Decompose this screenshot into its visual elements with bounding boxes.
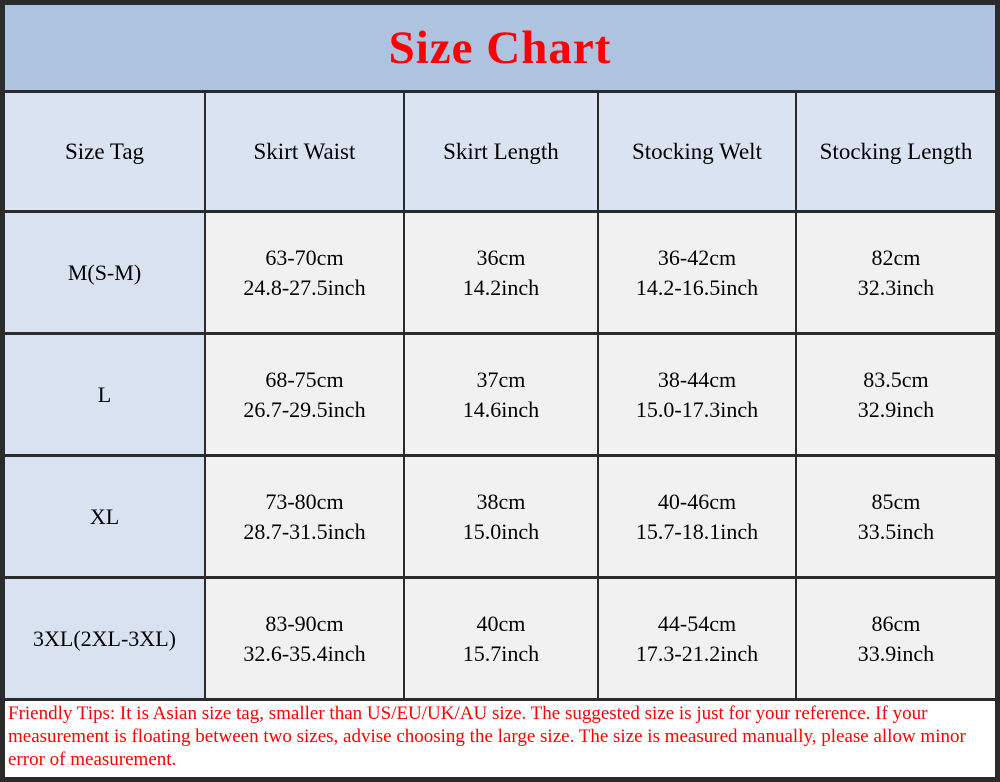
inch-value: 15.0-17.3inch	[635, 396, 759, 422]
stocking-length-cell	[796, 456, 995, 578]
stocking-length-cell	[796, 578, 995, 700]
table-header-row	[5, 93, 995, 212]
stocking-welt-cell	[598, 334, 796, 456]
size-tag-cell: XL	[5, 456, 205, 578]
inch-value: 14.2inch	[462, 274, 540, 300]
skirt-waist-cell	[205, 578, 404, 700]
friendly-tips-note: Friendly Tips: It is Asian size tag, smaller than US/EU/UK/AU size. The suggested size is just for your reference. If your measurement is floating between two sizes, advise choosing the large size. The size is measured manually, please allow minor error of measurement.	[5, 701, 995, 773]
stocking-welt-cell	[598, 212, 796, 334]
cm-value: 83-90cm	[265, 610, 344, 636]
inch-value: 15.0inch	[462, 518, 540, 544]
size-tag-cell: L	[5, 334, 205, 456]
table-row-m	[5, 212, 995, 334]
cm-value: 36-42cm	[657, 244, 737, 270]
inch-value: 17.3-21.2inch	[635, 640, 759, 666]
size-table	[5, 93, 995, 701]
table-row-l	[5, 334, 995, 456]
inch-value: 28.7-31.5inch	[243, 518, 366, 544]
cm-value: 82cm	[871, 244, 921, 270]
cm-value: 40cm	[476, 610, 526, 636]
inch-value: 26.7-29.5inch	[243, 396, 366, 422]
skirt-waist-cell	[205, 212, 404, 334]
skirt-length-cell	[404, 334, 598, 456]
table-row-3xl	[5, 578, 995, 700]
skirt-waist-cell	[205, 456, 404, 578]
cm-value: 63-70cm	[265, 244, 344, 270]
stocking-length-cell	[796, 334, 995, 456]
column-header-stocking-length: Stocking Length	[796, 93, 995, 212]
cm-value: 44-54cm	[657, 610, 737, 636]
skirt-waist-cell	[205, 334, 404, 456]
inch-value: 33.9inch	[857, 640, 935, 666]
column-header-skirt-waist: Skirt Waist	[205, 93, 404, 212]
inch-value: 14.6inch	[462, 396, 540, 422]
skirt-length-cell	[404, 578, 598, 700]
table-row-xl	[5, 456, 995, 578]
inch-value: 14.2-16.5inch	[635, 274, 759, 300]
size-tag-cell: 3XL(2XL-3XL)	[5, 578, 205, 700]
inch-value: 32.9inch	[857, 396, 935, 422]
title-band	[5, 5, 995, 93]
inch-value: 33.5inch	[857, 518, 935, 544]
cm-value: 73-80cm	[265, 488, 344, 514]
cm-value: 40-46cm	[657, 488, 737, 514]
inch-value: 15.7-18.1inch	[635, 518, 759, 544]
cm-value: 86cm	[871, 610, 921, 636]
column-header-skirt-length: Skirt Length	[404, 93, 598, 212]
skirt-length-cell	[404, 456, 598, 578]
stocking-welt-cell	[598, 578, 796, 700]
stocking-welt-cell	[598, 456, 796, 578]
cm-value: 38cm	[476, 488, 526, 514]
cm-value: 68-75cm	[265, 366, 344, 392]
column-header-stocking-welt: Stocking Welt	[598, 93, 796, 212]
page-title: Size Chart	[388, 21, 612, 74]
inch-value: 32.6-35.4inch	[243, 640, 366, 666]
inch-value: 15.7inch	[462, 640, 540, 666]
column-header-size-tag: Size Tag	[5, 93, 205, 212]
inch-value: 24.8-27.5inch	[243, 274, 366, 300]
cm-value: 38-44cm	[657, 366, 737, 392]
stocking-length-cell	[796, 212, 995, 334]
inch-value: 32.3inch	[857, 274, 935, 300]
cm-value: 83.5cm	[863, 366, 929, 392]
cm-value: 85cm	[871, 488, 921, 514]
cm-value: 37cm	[476, 366, 526, 392]
skirt-length-cell	[404, 212, 598, 334]
size-tag-cell: M(S-M)	[5, 212, 205, 334]
cm-value: 36cm	[476, 244, 526, 270]
